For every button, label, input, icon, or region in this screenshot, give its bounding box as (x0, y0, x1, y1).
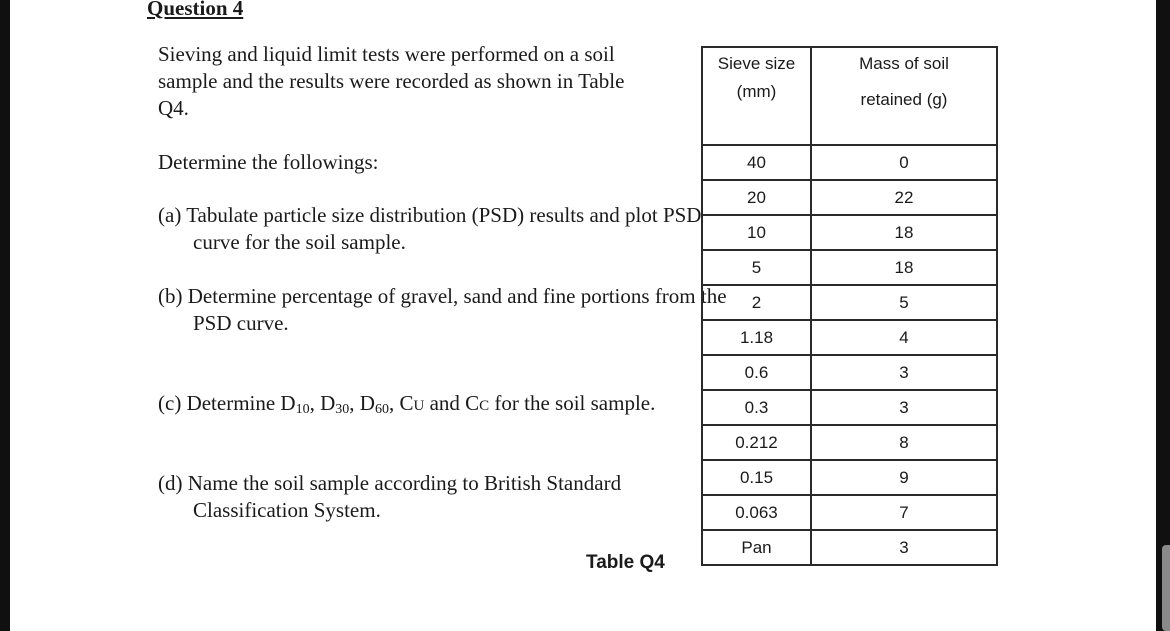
sieve-size-cell: 0.063 (702, 495, 811, 530)
sieve-size-cell: 5 (702, 250, 811, 285)
sieve-size-cell: 0.15 (702, 460, 811, 495)
table-row (702, 320, 997, 355)
document-page (10, 0, 1156, 631)
mass-cell: 8 (811, 425, 997, 460)
item-c-lead: Determine D (186, 391, 296, 415)
determine-text: Determine the followings: (158, 150, 379, 174)
table-row (702, 215, 997, 250)
item-c-label: (c) (158, 391, 182, 415)
mass-cell: 9 (811, 460, 997, 495)
sieve-size-cell: 2 (702, 285, 811, 320)
mass-cell: 18 (811, 215, 997, 250)
sieve-size-header-line1: Sieve size (717, 54, 796, 73)
mass-cell: 7 (811, 495, 997, 530)
sieve-size-cell: 0.6 (702, 355, 811, 390)
sieve-size-cell: 40 (702, 145, 811, 180)
sieve-size-cell: Pan (702, 530, 811, 565)
table-row (702, 530, 997, 565)
sieve-size-header-line2: (mm) (736, 82, 777, 101)
sieve-size-cell: 1.18 (702, 320, 811, 355)
table-caption: Table Q4 (586, 552, 665, 573)
item-c-tail: for the soil sample. (494, 391, 656, 415)
table-row (702, 285, 997, 320)
table-row (702, 145, 997, 180)
table-row (702, 390, 997, 425)
question-heading: Question 4 (147, 0, 244, 20)
intro-line-1: Sieving and liquid limit tests were performed on a soil (158, 42, 615, 66)
table-row (702, 250, 997, 285)
mass-retained-header (811, 47, 997, 145)
mass-cell: 0 (811, 145, 997, 180)
table-row (702, 425, 997, 460)
item-a (158, 202, 733, 256)
cu-subscript: U (413, 398, 425, 414)
intro-line-2: sample and the results were recorded as shown in Table (158, 69, 625, 93)
item-a-label: (a) (158, 203, 182, 227)
vertical-scrollbar[interactable] (1162, 545, 1170, 631)
item-b-label: (b) (158, 284, 183, 308)
sieve-size-cell: 0.3 (702, 390, 811, 425)
mass-retained-header-line1: Mass of soil (859, 54, 949, 73)
sieve-size-header (702, 47, 811, 145)
mass-cell: 3 (811, 390, 997, 425)
sieve-size-cell: 10 (702, 215, 811, 250)
item-d-text: Name the soil sample according to British Standard Classification System. (187, 471, 622, 522)
table-header-row (702, 47, 997, 145)
mass-cell: 18 (811, 250, 997, 285)
mass-cell: 5 (811, 285, 997, 320)
mass-cell: 3 (811, 530, 997, 565)
d30-subscript: 30 (335, 402, 350, 417)
item-a-text: Tabulate particle size distribution (PSD) results and plot PSD curve for the soil sample. (186, 203, 702, 254)
mass-cell: 22 (811, 180, 997, 215)
item-d (158, 470, 733, 524)
d10-subscript: 10 (295, 402, 310, 417)
sieve-table (701, 46, 998, 566)
table-row (702, 460, 997, 495)
table-row (702, 355, 997, 390)
sieve-size-cell: 0.212 (702, 425, 811, 460)
intro-paragraph (158, 41, 698, 122)
sieve-size-cell: 20 (702, 180, 811, 215)
item-b-text: Determine percentage of gravel, sand and fine portions from the PSD curve. (187, 284, 727, 335)
item-c: (c) Determine $D_{10}$, $D_{30}$, $D_{60}$, CU and CC for the soil sample. (158, 391, 656, 417)
item-d-label: (d) (158, 471, 183, 495)
item-b (158, 283, 733, 337)
mass-retained-header-line2: retained (g) (860, 90, 948, 109)
intro-line-3: Q4. (158, 96, 189, 120)
mass-cell: 3 (811, 355, 997, 390)
d60-subscript: 60 (374, 402, 389, 417)
cc-subscript: C (479, 398, 490, 414)
table-row (702, 495, 997, 530)
table-row (702, 180, 997, 215)
mass-cell: 4 (811, 320, 997, 355)
